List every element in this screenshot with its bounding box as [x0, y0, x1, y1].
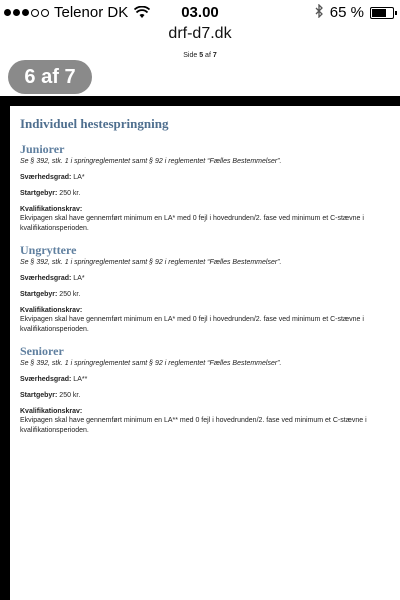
section-heading: Juniorer — [20, 142, 65, 156]
difficulty-field: Sværhedsgrad: LA* — [20, 275, 85, 282]
section-reference: Se § 392, stk. 1 i springreglementet samt § 92 i reglementet “Fælles Bestemmelser”. — [20, 158, 282, 165]
section-reference: Se § 392, stk. 1 i springreglementet samt § 92 i reglementet “Fælles Bestemmelser”. — [20, 259, 282, 266]
status-right — [315, 4, 394, 21]
status-bar — [0, 0, 400, 24]
page-border-left — [0, 96, 10, 600]
section-heading: Seniorer — [20, 344, 64, 358]
document-content — [20, 116, 388, 445]
document-title: Individuel hestespringning — [20, 116, 169, 131]
difficulty-field: Sværhedsgrad: LA* — [20, 174, 85, 181]
requirements-label: Kvalifikationskrav: — [20, 408, 83, 415]
section-juniorer — [20, 142, 388, 234]
page-border-top — [0, 96, 400, 106]
difficulty-field: Sværhedsgrad: LA** — [20, 376, 88, 383]
fee-field: Startgebyr: 250 kr. — [20, 392, 81, 399]
url-text[interactable]: drf-d7.dk — [168, 25, 232, 42]
fee-field: Startgebyr: 250 kr. — [20, 291, 81, 298]
fee-field: Startgebyr: 250 kr. — [20, 190, 81, 197]
section-ungryttere — [20, 243, 388, 335]
address-bar[interactable] — [0, 24, 400, 46]
status-time: 03.00 — [181, 4, 219, 21]
section-seniorer — [20, 344, 388, 436]
battery-icon — [370, 7, 394, 19]
requirements-label: Kvalifikationskrav: — [20, 206, 83, 213]
pdf-viewer[interactable] — [0, 46, 400, 600]
requirements-text: Ekvipagen skal have gennemført minimum en LA* med 0 fejl i hovedrunden/2. fase ved minimum et C-stævne i kvalifikationsperioden. — [20, 316, 364, 333]
section-reference: Se § 392, stk. 1 i springreglementet samt § 92 i reglementet “Fælles Bestemmelser”. — [20, 360, 282, 367]
requirements-label: Kvalifikationskrav: — [20, 307, 83, 314]
page-indicator: 6 af 7 — [8, 60, 92, 94]
battery-percent: 65 % — [329, 4, 364, 21]
requirements-text: Ekvipagen skal have gennemført minimum en LA* med 0 fejl i hovedrunden/2. fase ved minimum et C-stævne i kvalifikationsperioden. — [20, 215, 364, 232]
requirements-text: Ekvipagen skal have gennemført minimum en LA** med 0 fejl i hovedrunden/2. fase ved minimum et C-stævne i kvalifikationsperioden. — [20, 417, 367, 434]
section-heading: Ungryttere — [20, 243, 77, 257]
bluetooth-icon — [315, 4, 324, 21]
carrier-name: Telenor DK — [54, 4, 129, 21]
battery-fill — [372, 9, 386, 17]
page-footer-text: Side 5 af 7 — [183, 52, 217, 59]
